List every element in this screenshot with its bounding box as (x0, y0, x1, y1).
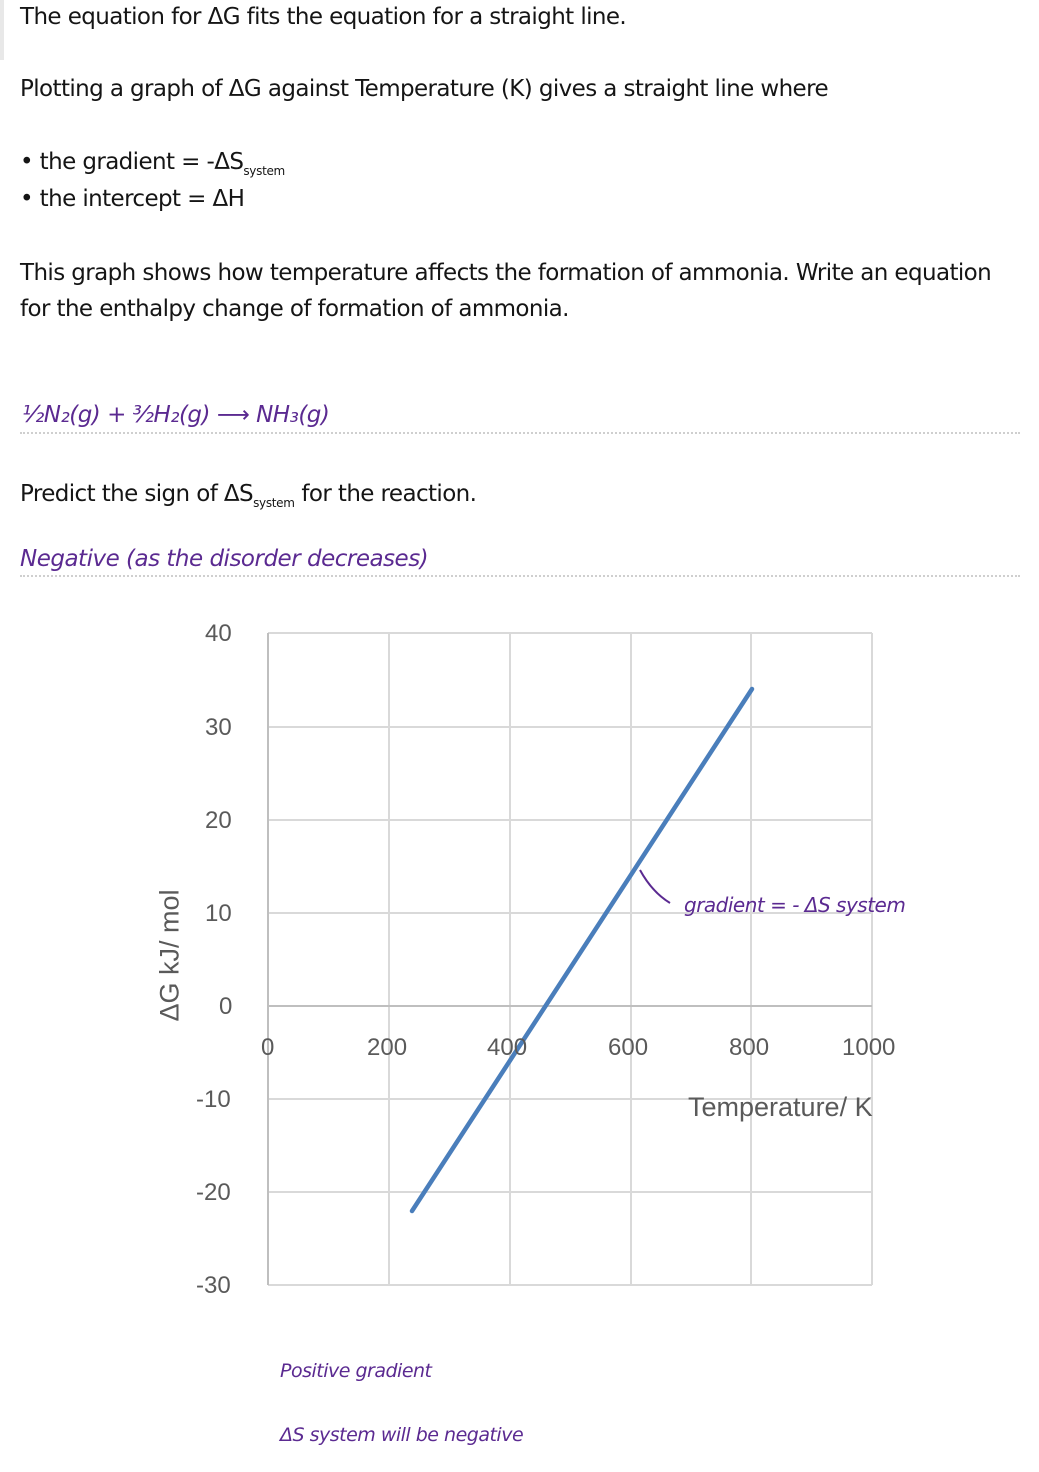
handwritten-equation: ½N₂(g) + ³⁄₂H₂(g) ⟶ NH₃(g) (22, 402, 333, 428)
bullet-gradient-text: • the gradient = -ΔS (20, 149, 244, 175)
x-tick-0: 0 (261, 1034, 275, 1061)
y-tick-0: 0 (219, 993, 233, 1020)
annotation-pointer (640, 870, 670, 903)
intro-line-1: The equation for ΔG fits the equation for a straight line. (20, 4, 627, 30)
positive-gradient-note: Positive gradient (280, 1360, 432, 1382)
vertical-gridlines (268, 633, 872, 1285)
gradient-annotation: gradient = - ΔS system (684, 893, 906, 917)
x-tick-200: 200 (367, 1034, 408, 1061)
bullet-gradient-subscript: system (243, 164, 285, 178)
answer-line-2 (20, 575, 1020, 577)
y-tick-neg20: -20 (196, 1179, 231, 1206)
question-2-text-after: for the reaction. (294, 481, 477, 507)
x-tick-400: 400 (487, 1034, 528, 1061)
y-axis-label: ΔG kJ/ mol (154, 889, 185, 1022)
x-tick-1000: 1000 (842, 1034, 896, 1061)
question-2-text-before: Predict the sign of ΔS (20, 481, 254, 507)
x-axis-label: Temperature/ K (688, 1092, 873, 1122)
intro-line-2: Plotting a graph of ΔG against Temperature (K) gives a straight line where (20, 76, 829, 102)
bullet-gradient (20, 149, 285, 178)
y-tick-neg10: -10 (196, 1086, 231, 1113)
y-tick-20: 20 (205, 807, 232, 834)
delta-g-series-line (412, 689, 752, 1211)
question-2 (20, 481, 476, 510)
y-tick-10: 10 (205, 900, 232, 927)
x-tick-600: 600 (608, 1034, 649, 1061)
bullet-intercept-text: • the intercept = ΔH (20, 186, 245, 212)
answer-line-1 (20, 432, 1020, 434)
question-2-subscript: system (253, 496, 295, 510)
bullet-intercept (20, 186, 244, 212)
y-tick-40: 40 (205, 620, 232, 647)
handwritten-sign-answer: Negative (as the disorder decreases) (20, 546, 432, 572)
question-1-line-2: for the enthalpy change of formation of ammonia. (20, 296, 569, 322)
x-tick-800: 800 (729, 1034, 770, 1061)
horizontal-gridlines (268, 633, 872, 1285)
entropy-conclusion-note: ΔS system will be negative (280, 1424, 524, 1446)
y-tick-30: 30 (205, 714, 232, 741)
y-tick-neg30: -30 (196, 1272, 231, 1299)
question-1-line-1: This graph shows how temperature affects the formation of ammonia. Write an equation (20, 260, 992, 286)
page-edge (0, 0, 4, 60)
